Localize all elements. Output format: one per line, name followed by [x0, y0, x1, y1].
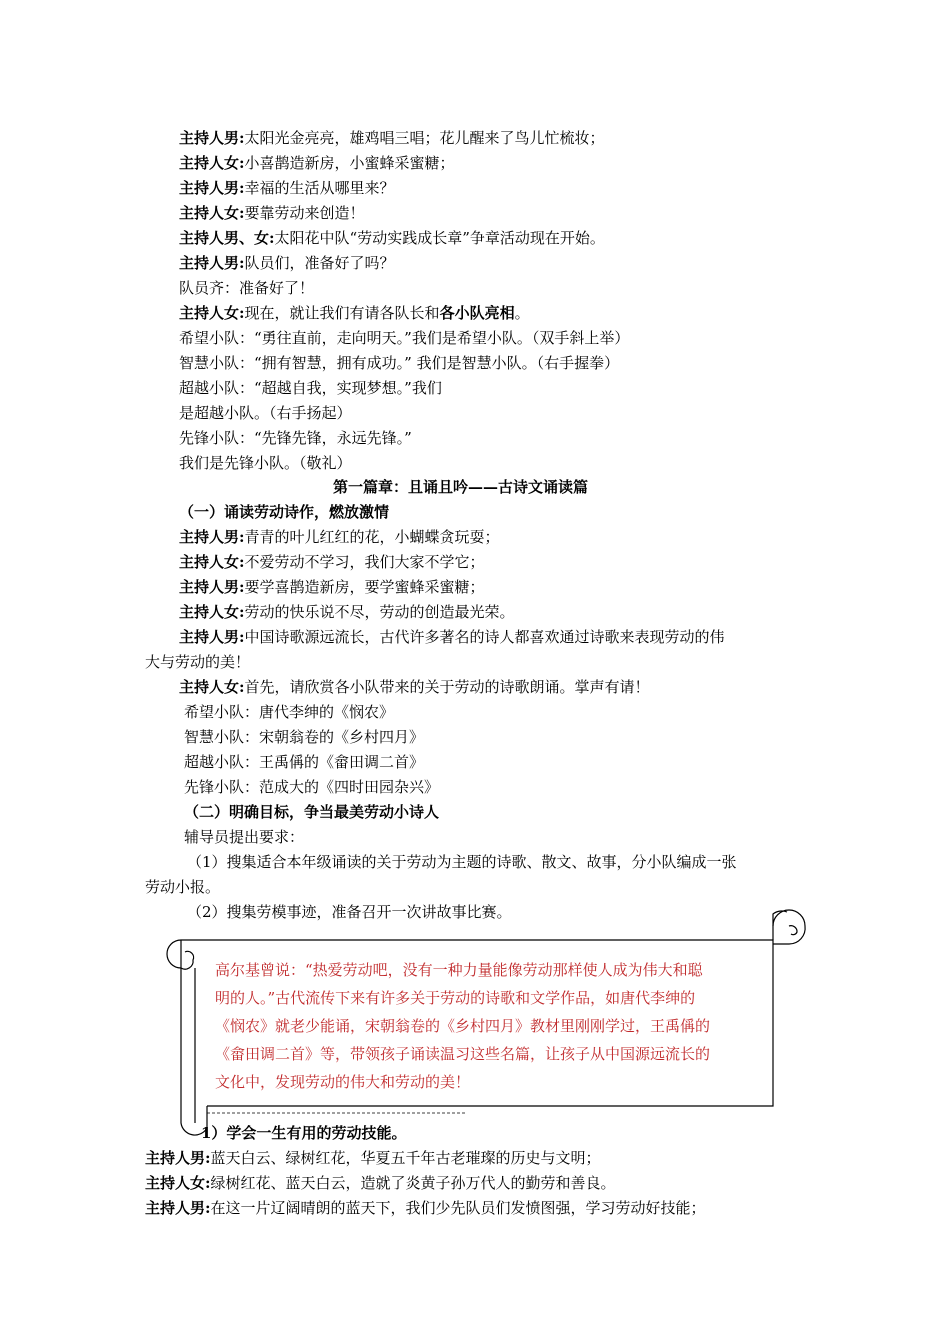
speaker: 主持人女:	[179, 204, 245, 222]
line-14: 我们是先锋小队。（敬礼）	[179, 454, 352, 472]
section-heading: （二）明确目标，争当最美劳动小诗人	[184, 803, 440, 821]
line-4	[179, 203, 365, 223]
line-9: 希望小队：“勇往直前，走向明天。”我们是希望小队。（双手斜上举）	[179, 329, 630, 347]
poem-item: 希望小队：唐代李绅的《悯农》	[184, 703, 395, 721]
line-text: 幸福的生活从哪里来？	[244, 179, 395, 197]
note-line-5: 文化中，发现劳动的伟大和劳动的美！	[215, 1073, 471, 1091]
line-3	[179, 178, 395, 198]
section-heading: （一）诵读劳动诗作，燃放激情	[179, 503, 390, 521]
line-19	[179, 577, 485, 597]
line-20	[179, 602, 515, 622]
speaker: 主持人男:	[179, 179, 245, 197]
line-23	[179, 677, 650, 697]
note-line-2: 明的人。”古代流传下来有许多关于劳动的诗歌和文学作品，如唐代李绅的	[215, 989, 696, 1007]
line-text: 要学喜鹊造新房，要学蜜蜂采蜜糖；	[244, 578, 485, 596]
line-1	[179, 128, 605, 148]
speaker: 主持人女:	[179, 304, 245, 322]
line-text: 太阳花中队“劳动实践成长章”争章活动现在开始。	[274, 229, 605, 247]
line-8	[179, 303, 530, 323]
bold-phrase: 各小队亮相	[439, 304, 515, 322]
speaker: 主持人男:	[145, 1199, 211, 1217]
line-text: 首先，请欣赏各小队带来的关于劳动的诗歌朗诵。掌声有请！	[244, 678, 650, 696]
line-text: 在这一片辽阔晴朗的蓝天下，我们少先队员们发愤图强，学习劳动好技能；	[210, 1199, 706, 1217]
line-text: 现在，就让我们有请各队长和	[244, 304, 440, 322]
line-a1	[145, 1148, 601, 1168]
line-text: 小喜鹊造新房，小蜜蜂采蜜糖；	[244, 154, 455, 172]
requirement-2: （2）搜集劳模事迹，准备召开一次讲故事比赛。	[187, 903, 512, 921]
note-line-3: 《悯农》就老少能诵，宋朝翁卷的《乡村四月》教材里刚刚学过，王禹偁的	[215, 1017, 711, 1035]
line-text: 不爱劳动不学习，我们大家不学它；	[244, 553, 485, 571]
line-a3	[145, 1198, 706, 1218]
line-6	[179, 253, 395, 273]
line-11: 超越小队：“超越自我，实现梦想。”我们	[179, 379, 442, 397]
poem-item: 超越小队：王禹偁的《畲田调二首》	[184, 753, 425, 771]
line-17	[179, 527, 500, 547]
speaker: 主持人女:	[179, 553, 245, 571]
poem-item: 先锋小队：范成大的《四时田园杂兴》	[184, 778, 440, 796]
line-18	[179, 552, 485, 572]
line-7: 队员齐：准备好了！	[179, 279, 315, 297]
line-5	[179, 228, 605, 248]
line-text: 青青的叶儿红红的花，小蝴蝶贪玩耍；	[244, 528, 500, 546]
requirement-1: （1）搜集适合本年级诵读的关于劳动为主题的诗歌、散文、故事，分小队编成一张	[187, 853, 737, 871]
section-heading: 1）学会一生有用的劳动技能。	[201, 1124, 407, 1142]
line-10: 智慧小队：“拥有智慧，拥有成功。” 我们是智慧小队。（右手握拳）	[179, 354, 620, 372]
speaker: 主持人男:	[145, 1149, 211, 1167]
line-22: 大与劳动的美！	[145, 653, 251, 671]
speaker: 主持人男:	[179, 129, 245, 147]
poem-item: 智慧小队：宋朝翁卷的《乡村四月》	[184, 728, 425, 746]
speaker: 主持人男:	[179, 578, 245, 596]
line-12: 是超越小队。（右手扬起）	[179, 404, 352, 422]
note-line-4: 《畲田调二首》等，带领孩子诵读温习这些名篇，让孩子从中国源远流长的	[215, 1045, 711, 1063]
speaker: 主持人女:	[145, 1174, 211, 1192]
speaker: 主持人女:	[179, 154, 245, 172]
line-text: 太阳光金亮亮，雄鸡唱三唱；花儿醒来了鸟儿忙梳妆；	[244, 129, 605, 147]
speaker: 主持人男:	[179, 628, 245, 646]
line-text: 要靠劳动来创造！	[244, 204, 365, 222]
line-text: 绿树红花、蓝天白云，造就了炎黄子孙万代人的勤劳和善良。	[210, 1174, 616, 1192]
line-21	[179, 627, 725, 647]
line-a2	[145, 1173, 616, 1193]
speaker: 主持人男、女:	[179, 229, 275, 247]
line-2	[179, 153, 455, 173]
line-text: 劳动的快乐说不尽，劳动的创造最光荣。	[244, 603, 515, 621]
line-tail: 。	[514, 304, 530, 322]
line-text: 队员们，准备好了吗？	[244, 254, 395, 272]
note-line-1: 高尔基曾说：“热爱劳动吧，没有一种力量能像劳动那样使人成为伟大和聪	[215, 961, 703, 979]
speaker: 主持人女:	[179, 678, 245, 696]
speaker: 主持人男:	[179, 254, 245, 272]
line-text: 中国诗歌源远流长，古代许多著名的诗人都喜欢通过诗歌来表现劳动的伟	[244, 628, 725, 646]
requirement-1-cont: 劳动小报。	[145, 878, 221, 896]
line-13: 先锋小队：“先锋先锋，永远先锋。”	[179, 429, 412, 447]
speaker: 主持人女:	[179, 603, 245, 621]
line-29: 辅导员提出要求：	[184, 828, 305, 846]
line-text: 蓝天白云、绿树红花，华夏五千年古老璀璨的历史与文明；	[210, 1149, 601, 1167]
speaker: 主持人男:	[179, 528, 245, 546]
chapter-title: 第一篇章：且诵且吟——古诗文诵读篇	[333, 478, 589, 496]
